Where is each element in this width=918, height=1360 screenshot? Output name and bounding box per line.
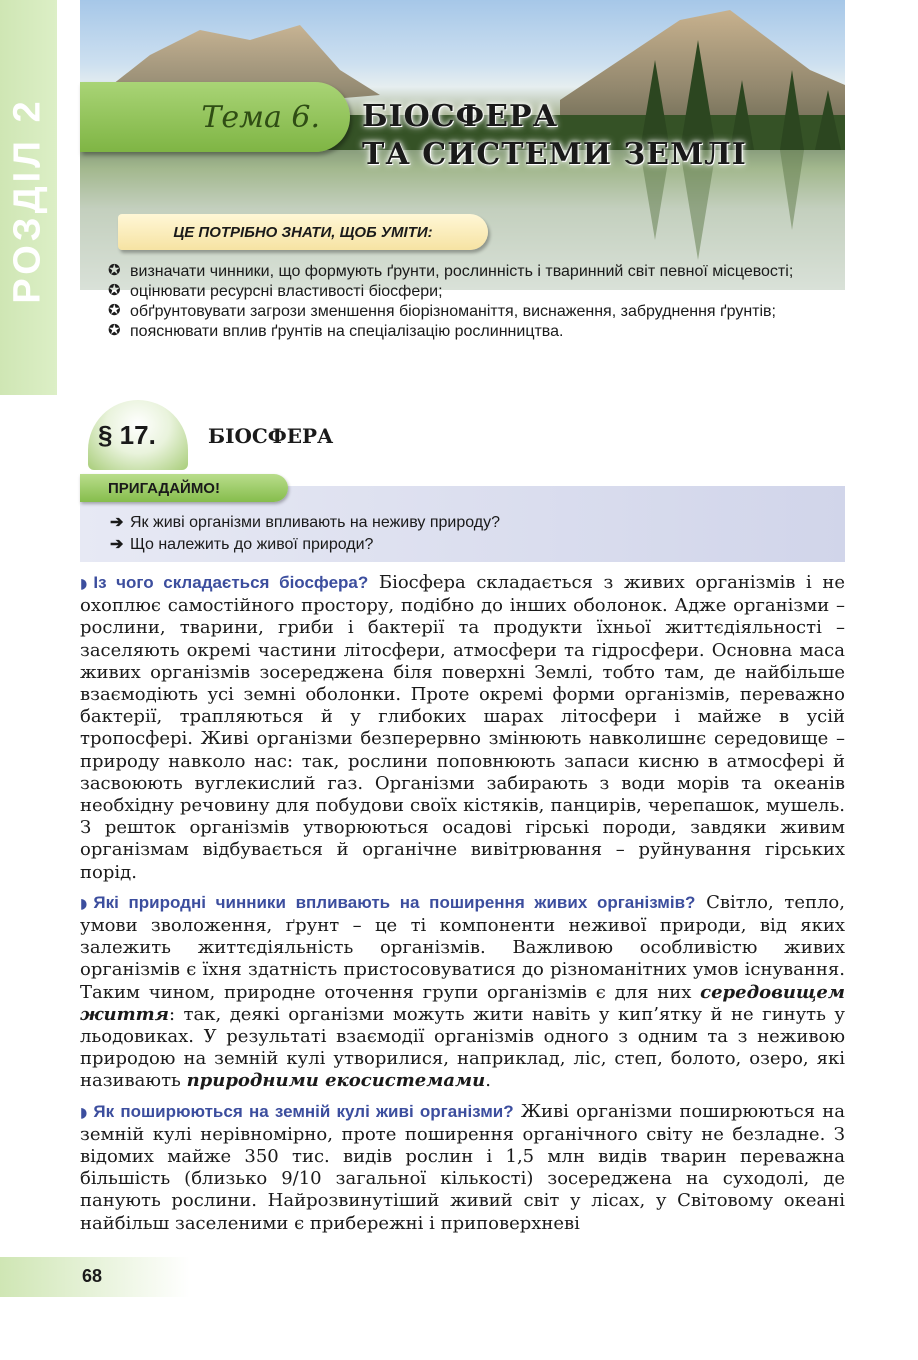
question-heading: Із чого складається біосфера? [93,573,369,592]
list-item: ✪ обґрунтовувати загрози зменшення біорізноманіття, виснаження, забруднення ґрунтів; [108,302,776,320]
need-to-know-label: ЦЕ ПОТРІБНО ЗНАТИ, ЩОБ УМІТИ: [118,214,488,250]
question-marker-icon: ◗ [80,1104,88,1121]
theme-tab [80,82,350,152]
recall-label: ПРИГАДАЙМО! [80,474,288,502]
body-text [80,572,845,1243]
list-item: ✪ пояснювати вплив ґрунтів на спеціалізацію рослинництва. [108,322,564,340]
list-item: ✪ визначати чинники, що формують ґрунти, рослинність і тваринний світ певної місцевості; [108,262,794,280]
text-block: ◗ Із чого складається біосфера? Біосфера складається з живих організмів і не охоплює самостійного простору, подібно до інших оболонок. Адже організми – рослини, тварини, гриби і бактерії та продукти їхньої життєдіяльності – заселяють окремі частини літосфери, атмосфери та гідросфери. Основна маса живих організмів зосереджена біля поверхні Землі, тобто там, де найбільше взаємодіють усі земні оболонки. Проте окремі форми організмів, переважно бактерії, трапляються й у глибоких шарах літосфери і майже в усій тропосфері. Живі організми безперервно змінюють навколишнє середовище – природу навколо нас: так, рослини поповнюють запаси кисню в атмосфері й засвоюють вуглекислий газ. Організми забирають з води морів та океанів необхідну речовину для побудови своїх кістяків, панцирів, черепашок, мушель. З решток організмів утворюються осадові гірські породи, завдяки живим організмам відбувається й органічне вивітрювання – руйнування гірських порід. [80,572,845,883]
theme-title [362,98,832,174]
paragraph-number: § 17. [98,420,156,450]
paragraph-title: БІОСФЕРА [208,424,334,448]
star-bullet-icon: ✪ [108,282,121,299]
section-label [0,80,57,320]
text-block: ◗ Як поширюються на земній кулі живі організми? Живі організми поширюються на земній кулі нерівномірно, проте поширення органічного світу не безладне. З відомих майже 350 тис. видів рослин і 1,5 млн видів тварин переважна більшість (близько 9/10 загальної кількості) зосереджена на суходолі, де панують рослини. Найрозвинутіший живий світ у лісах, у Світовому океані найбільш заселеними є прибережні і приповерхневі [80,1100,845,1234]
list-item: ✪ оцінювати ресурсні властивості біосфери; [108,282,443,300]
recall-list [110,512,500,556]
star-bullet-icon: ✪ [108,262,121,279]
page-number: 68 [82,1266,103,1286]
theme-title-line2: ТА СИСТЕМИ ЗЕМЛІ [362,137,747,172]
key-term: природними екосистемами [186,1070,486,1092]
list-item: ➔ Як живі організми впливають на неживу природу? [110,512,500,534]
arrow-right-icon: ➔ [110,514,124,531]
skills-list [108,262,845,342]
theme-tab-label: Тема 6. [201,99,320,135]
question-heading: Які природні чинники впливають на поширення живих організмів? [93,892,696,912]
key-term: середовищем життя [80,981,845,1025]
arrow-right-icon: ➔ [110,536,124,553]
question-heading: Як поширюються на земній кулі живі організми? [93,1101,514,1121]
section-label-text: РОЗДІЛ 2 [7,96,50,304]
theme-title-line1: БІОСФЕРА [362,99,558,134]
text-block: ◗ Які природні чинники впливають на поширення живих організмів? Світло, тепло, умови зволоження, ґрунт – це ті компоненти неживої природи, від яких залежить життєдіяльність організмів. Важливою особливістю живих організмів є їхня здатність пристосовуватися до різноманітних умов існування. Таким чином, природне оточення групи організмів є для них середовищем життя: так, деякі організми можуть жити навіть у кип’ятку й не гинуть у льодовиках. У результаті взаємодії організмів одного з одним та з неживою природою на земній кулі утворилися, наприклад, ліс, степ, болото, озеро, які називають природними екосистемами. [80,891,845,1092]
list-item: ➔ Що належить до живої природи? [110,534,500,556]
star-bullet-icon: ✪ [108,302,121,319]
question-marker-icon: ◗ [80,895,88,912]
star-bullet-icon: ✪ [108,322,121,339]
question-marker-icon: ◗ [80,576,88,592]
